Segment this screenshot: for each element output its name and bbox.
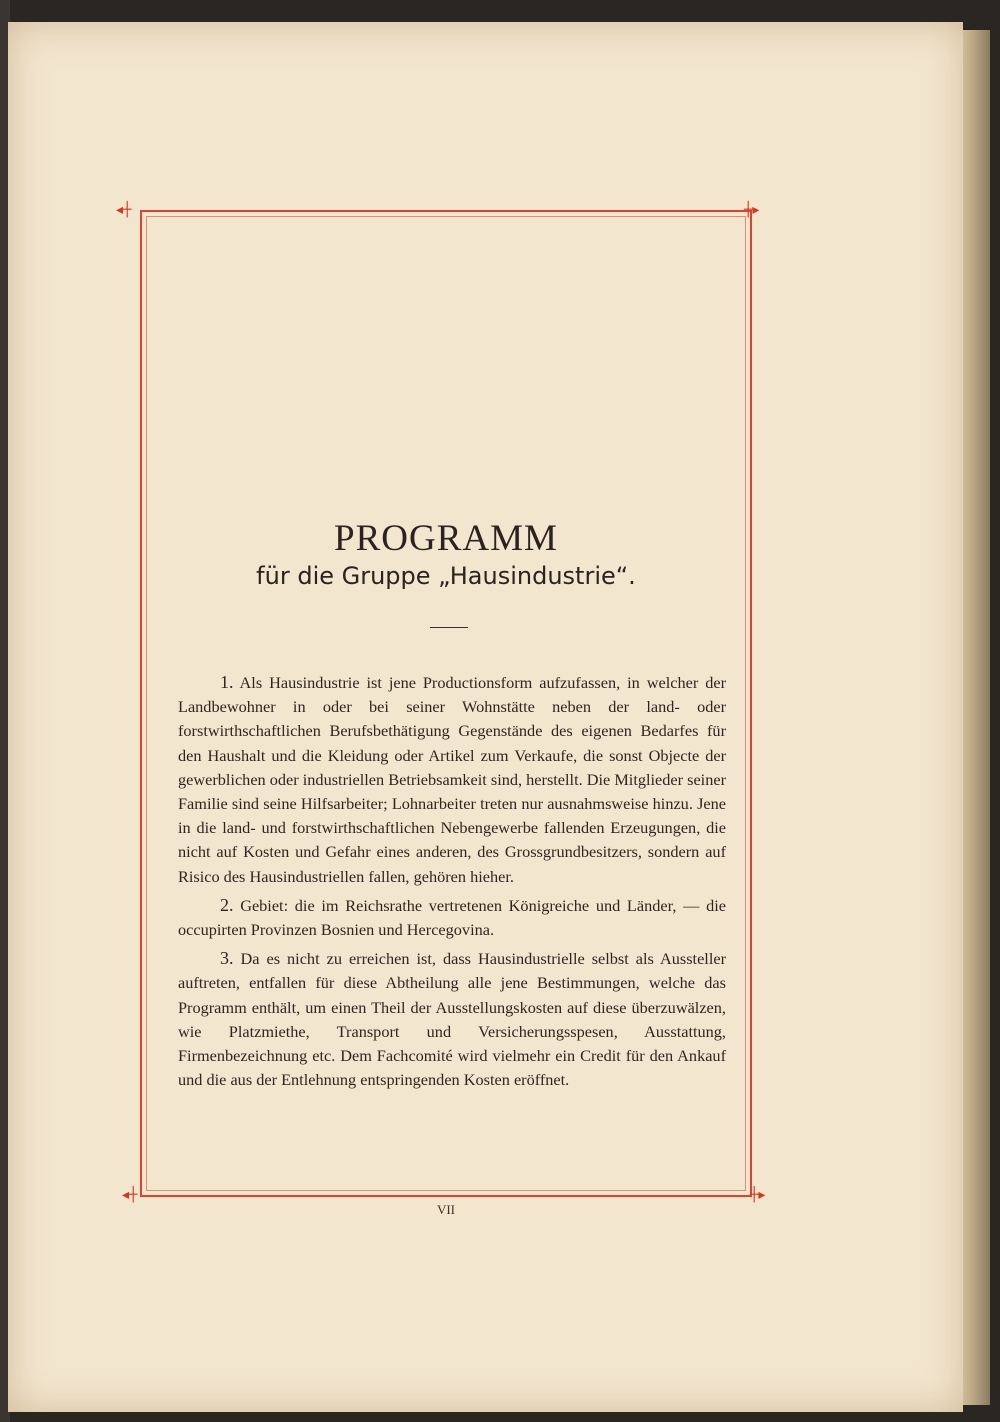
corner-ornament-bottom-left: ◂┼ (122, 1187, 138, 1203)
paragraph-text: Gebiet: die im Reichsrathe vertretenen Königreiche und Länder, — die occupirten Provinzen Bosnien und Hercegovina. (178, 895, 726, 940)
paragraph-3 (178, 946, 726, 1092)
corner-ornament-top-left: ◂┼ (116, 202, 132, 218)
corner-ornament-bottom-right: ┼▸ (750, 1187, 766, 1203)
page-title: PROGRAMM (334, 517, 558, 559)
paragraph-number: 1. (220, 672, 234, 692)
paragraph-text: Als Hausindustrie ist jene Productionsform aufzufassen, in welcher der Landbewohner in oder bei seiner Wohnstätte neben der land- oder forstwirthschaftlichen Berufsbethätigung Gegenstände des eigenen Bedarfes für den Haushalt und die Kleidung oder Artikel zum Verkaufe, die sonst Objecte der gewerblichen oder industriellen Betriebsamkeit sind, herstellt. Die Mitglieder seiner Familie sind seine Hilfsarbeiter; Lohnarbeiter treten nur ausnahmsweise hinzu. Jene in die land- und forstwirthschaftlichen Nebengewerbe fallenden Erzeugungen, die nicht auf Kosten und Gefahr eines anderen, des Grossgrundbesitzers, sondern auf Risico des Hausindustriellen fallen, gehören hieher. (178, 673, 726, 886)
page-number: VII (436, 1202, 456, 1217)
title-divider (430, 627, 468, 628)
corner-ornament-top-right: ┼▸ (744, 202, 760, 218)
paragraph-number: 3. (220, 948, 234, 969)
body-text (178, 670, 726, 1096)
paragraph-number: 2. (220, 894, 234, 915)
paragraph-text: Da es nicht zu erreichen ist, dass Hausindustrielle selbst als Aussteller auftreten, entfallen für diese Abtheilung alle jene Bestimmungen, welche das Programm enthält, um einen Theil der Ausstellungskosten auf diese überzuwälzen, wie Platzmiethe, Transport und Versicherungsspesen, Ausstattung, Firmenbezeichnung etc. Dem Fachcomité wird vielmehr ein Credit für den Ankauf und die aus der Entlehnung entspringenden Kosten eröffnet. (178, 949, 726, 1090)
paragraph-2 (178, 893, 726, 942)
page-subtitle: für die Gruppe „Hausindustrie“. (256, 562, 636, 590)
paragraph-1 (178, 670, 726, 889)
